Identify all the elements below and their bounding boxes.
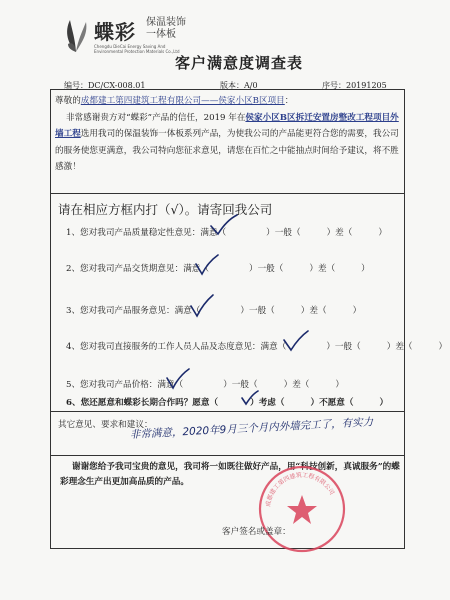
company-logo bbox=[62, 14, 192, 64]
doc-code: 编号：DC/CX-008.01 bbox=[64, 81, 146, 90]
question-1: 1、您对我司产品质量稳定性意见：满意（ ）一般（ ）差（ ） bbox=[66, 228, 387, 238]
butterfly-logo-icon bbox=[62, 14, 90, 54]
question-3: 3、您对我司产品服务意见：满意（ ）一般（ ）差（ ） bbox=[66, 306, 362, 316]
question-2: 2、您对我司产品交货期意见：满意（ ）一般（ ）差（ ） bbox=[66, 264, 370, 274]
signature-label: 客户签名或盖章： bbox=[222, 527, 291, 537]
doc-serial: 序号：20191205 bbox=[322, 81, 387, 90]
other-comments-label: 其它意见、要求和建议： bbox=[58, 420, 153, 430]
other-comments-field[interactable] bbox=[129, 416, 440, 449]
closing-paragraph: 谢谢您给予我司宝贵的意见，我司将一如既往做好产品，用“科技创新，真诚服务”的蝶彩理念生产出更加高品质的产品。 bbox=[60, 462, 400, 487]
instruction-text: 请在相应方框内打（√）。请寄回我公司 bbox=[58, 202, 273, 217]
project-name: 侯家小区B区拆迁安置房整改工程项目外墙工程 bbox=[55, 112, 399, 139]
divider bbox=[50, 411, 405, 412]
checkmark-icon bbox=[209, 214, 239, 236]
question-6: 6、您还愿意和蝶彩长期合作吗？愿意（ ）考虑（ ）不愿意（ ） bbox=[66, 398, 389, 408]
divider bbox=[50, 455, 405, 456]
checkmark-icon bbox=[240, 390, 260, 406]
logo-product-line: 保温装饰 一体板 bbox=[146, 17, 186, 40]
company-seal bbox=[256, 463, 348, 555]
logo-brand-name: 蝶彩 bbox=[94, 20, 136, 44]
greeting: 尊敬的 bbox=[55, 96, 81, 106]
intro-paragraph: 尊敬的成都建工第四建筑工程有限公司——侯家小区B区项目： 非常感谢贵方对“蝶彩”产品的信任，2019 年在侯家小区B区拆迁安置房整改工程项目外墙工程选用我司的保温装饰一体板系列产品，为使我公司的产品能更符合您的需要，我公司的服务使您更满意，我公司特向您征求意见，请您在百忙之中能抽点时间给予建议，将不胜感激！ bbox=[55, 96, 399, 172]
stamp-text: 成都建工第四建筑工程有限公司 bbox=[264, 471, 336, 508]
question-4: 4、您对我司直接服务的工作人员人品及态度意见：满意（ ）一般（ ）差（ ） bbox=[66, 342, 448, 352]
checkmark-icon bbox=[189, 294, 215, 318]
checkmark-icon bbox=[165, 368, 191, 390]
checkmark-icon bbox=[282, 330, 310, 352]
checkmark-icon bbox=[194, 254, 220, 276]
handwritten-comment: 非常满意，2020年9月三个月内外墙完工了，有实力 bbox=[129, 416, 374, 441]
client-name: 成都建工第四建筑工程有限公司——侯家小区B区项目 bbox=[80, 96, 285, 106]
form-title: 客户满意度调查表 bbox=[175, 54, 304, 72]
logo-english-name: Chengdu DieCai Energy Saving And Environmental Protection Materials Co.,Ltd bbox=[94, 44, 180, 54]
divider bbox=[50, 193, 405, 194]
question-5: 5、您对我司产品价格：满意（ ）一般（ ）差（ ） bbox=[66, 380, 344, 390]
doc-version: 版本：A/0 bbox=[220, 81, 258, 90]
